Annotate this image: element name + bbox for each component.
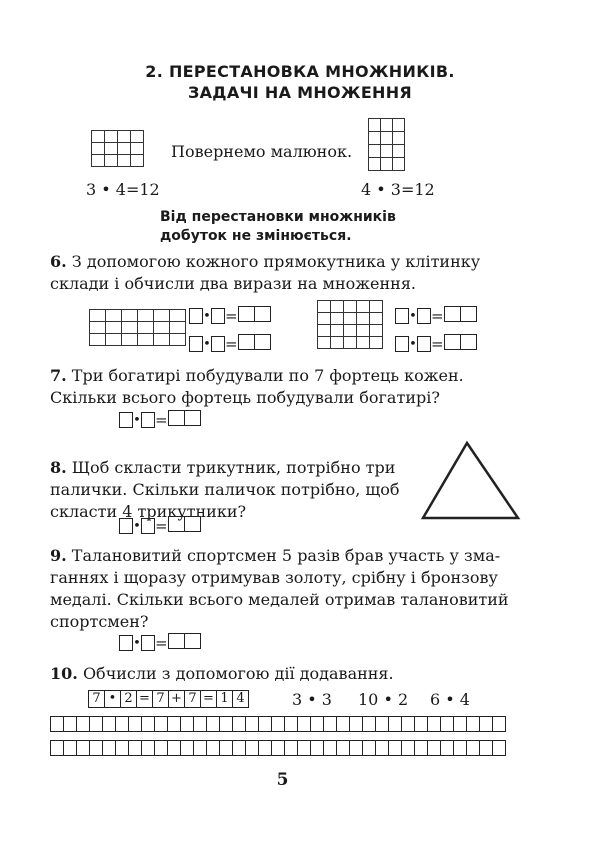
answer-cell[interactable] [388, 716, 402, 732]
answer-cell[interactable] [388, 740, 402, 756]
double-answer-box[interactable] [168, 516, 201, 536]
triangle-figure [418, 438, 522, 522]
grid-3x4 [91, 130, 144, 167]
page-title-line1: 2. ПЕРЕСТАНОВКА МНОЖНИКІВ. [145, 62, 455, 81]
example-cell: 2 [121, 691, 137, 707]
task6-answer-a [189, 306, 271, 354]
task9-number: 9. [50, 546, 67, 565]
answer-cell[interactable] [440, 716, 454, 732]
answer-cell[interactable] [102, 716, 116, 732]
answer-cell[interactable] [245, 740, 259, 756]
task10-line: Обчисли з допомогою дії додавання. [82, 664, 394, 683]
task7-line1: Три богатирі побудували по 7 фортець кожен. [71, 366, 464, 385]
double-answer-box[interactable] [444, 334, 477, 354]
example-cell: 4 [236, 691, 245, 706]
answer-cell[interactable] [76, 740, 90, 756]
multiply-sign: • [133, 518, 141, 534]
answer-cell[interactable] [180, 716, 194, 732]
answer-cell[interactable] [245, 716, 259, 732]
example-cell: = [137, 691, 153, 707]
task8-text [50, 456, 395, 479]
answer-cell[interactable] [154, 716, 168, 732]
answer-cell[interactable] [219, 716, 233, 732]
answer-cell[interactable] [167, 740, 181, 756]
equals-sign: = [431, 307, 444, 325]
answer-box[interactable] [119, 518, 133, 534]
answer-cell[interactable] [102, 740, 116, 756]
task9-line2: ганнях і щоразу отримував золоту, срібну і бронзову [50, 568, 498, 587]
task6-line2: склади і обчисли два вирази на множення. [50, 274, 416, 293]
answer-cell[interactable] [323, 740, 337, 756]
task8-answer [119, 516, 201, 536]
task10-example [88, 690, 249, 708]
task9-line3: медалі. Скільки всього медалей отримав талановитий [50, 590, 509, 609]
equals-sign: = [155, 517, 168, 535]
grid-3x6 [89, 309, 186, 346]
answer-box[interactable] [119, 412, 133, 428]
task8-line2: палички. Скільки паличок потрібно, щоб [50, 480, 400, 499]
equals-sign: = [155, 411, 168, 429]
task7-text [50, 364, 464, 387]
answer-cell[interactable] [76, 716, 90, 732]
answer-cell[interactable] [427, 740, 441, 756]
answer-cell[interactable] [336, 716, 350, 732]
answer-box[interactable] [119, 635, 133, 651]
answer-cell[interactable] [466, 740, 480, 756]
answer-cell[interactable] [193, 716, 207, 732]
answer-box[interactable] [417, 336, 431, 352]
multiply-sign: • [203, 308, 211, 324]
equation-row [395, 334, 477, 354]
answer-cell[interactable] [401, 740, 415, 756]
answer-cell[interactable] [219, 740, 233, 756]
answer-cell[interactable] [206, 740, 220, 756]
answer-cell[interactable] [141, 716, 155, 732]
task10-expr2: 10 • 2 [358, 690, 409, 709]
answer-cell[interactable] [271, 740, 285, 756]
grid-4x3 [368, 118, 405, 171]
answer-box[interactable] [395, 336, 409, 352]
answer-box[interactable] [395, 308, 409, 324]
equation-row [189, 334, 271, 354]
answer-cell[interactable] [258, 740, 272, 756]
equals-sign: = [225, 307, 238, 325]
task9-text [50, 544, 500, 567]
answer-cell[interactable] [492, 740, 506, 756]
answer-cell[interactable] [297, 716, 311, 732]
answer-cell[interactable] [479, 716, 493, 732]
answer-cell[interactable] [50, 716, 64, 732]
answer-cell[interactable] [492, 716, 506, 732]
task10-expr3: 6 • 4 [430, 690, 470, 709]
answer-cell[interactable] [141, 740, 155, 756]
answer-cell[interactable] [115, 740, 129, 756]
grid-4x5 [317, 300, 383, 349]
left-expression: 3 • 4=12 [86, 180, 160, 199]
answer-box[interactable] [417, 308, 431, 324]
answer-cell[interactable] [284, 740, 298, 756]
answer-cell[interactable] [414, 716, 428, 732]
multiply-sign: • [409, 336, 417, 352]
answer-cell[interactable] [297, 740, 311, 756]
answer-cell[interactable] [310, 716, 324, 732]
equation-row [395, 306, 477, 326]
answer-box[interactable] [211, 336, 225, 352]
answer-cell[interactable] [128, 716, 142, 732]
task6-text [50, 250, 550, 273]
answer-cell[interactable] [375, 716, 389, 732]
double-answer-box[interactable] [238, 334, 271, 354]
rule-line1: Від перестановки множників [160, 209, 396, 225]
answer-cell[interactable] [414, 740, 428, 756]
answer-cell[interactable] [362, 716, 376, 732]
task9-answer [119, 633, 201, 653]
task10-expr1: 3 • 3 [292, 690, 332, 709]
multiply-sign: • [133, 412, 141, 428]
equation-row [119, 516, 201, 536]
answer-box[interactable] [141, 412, 155, 428]
answer-cell[interactable] [440, 740, 454, 756]
task6-line1: З допомогою кожного прямокутника у клітинку [71, 252, 481, 271]
task7-line2: Скільки всього фортець побудували богатирі? [50, 388, 440, 407]
answer-strip-2[interactable] [50, 740, 505, 756]
double-answer-box[interactable] [238, 306, 271, 326]
answer-cell[interactable] [284, 716, 298, 732]
answer-box[interactable] [189, 336, 203, 352]
rule-line2: добуток не змінюється. [160, 228, 352, 244]
example-cell: 7 [185, 691, 201, 707]
double-answer-box[interactable] [168, 633, 201, 653]
equals-sign: = [155, 634, 168, 652]
multiply-sign: • [409, 308, 417, 324]
answer-cell[interactable] [154, 740, 168, 756]
answer-cell[interactable] [453, 740, 467, 756]
answer-cell[interactable] [271, 716, 285, 732]
equation-row [119, 410, 201, 430]
answer-cell[interactable] [349, 716, 363, 732]
answer-cell[interactable] [89, 716, 103, 732]
example-cell: + [169, 691, 185, 707]
example-cell: 7 [153, 691, 169, 707]
answer-strip-1[interactable] [50, 716, 505, 732]
example-cell: = [201, 691, 217, 707]
example-cell: • [105, 691, 121, 707]
answer-cell[interactable] [193, 740, 207, 756]
task10-number: 10. [50, 664, 78, 683]
equation-row [119, 633, 201, 653]
task10-text [50, 662, 394, 685]
answer-cell[interactable] [63, 740, 77, 756]
answer-cell[interactable] [167, 716, 181, 732]
equation-row [189, 306, 271, 326]
answer-cell[interactable] [362, 740, 376, 756]
answer-cell[interactable] [401, 716, 415, 732]
answer-cell[interactable] [453, 716, 467, 732]
answer-cell[interactable] [479, 740, 493, 756]
intro-caption: Повернемо малюнок. [171, 142, 353, 161]
answer-cell[interactable] [232, 740, 246, 756]
answer-cell[interactable] [232, 716, 246, 732]
task6-number: 6. [50, 252, 67, 271]
task8-line3: скласти 4 трикутники? [50, 502, 247, 521]
task8-line1: Щоб скласти трикутник, потрібно три [71, 458, 396, 477]
answer-cell[interactable] [349, 740, 363, 756]
multiply-sign: • [133, 635, 141, 651]
answer-box[interactable] [211, 308, 225, 324]
page-number: 5 [276, 770, 289, 790]
task7-answer [119, 410, 201, 430]
answer-cell[interactable] [310, 740, 324, 756]
answer-box[interactable] [141, 518, 155, 534]
answer-cell[interactable] [466, 716, 480, 732]
answer-box[interactable] [189, 308, 203, 324]
task9-line4: спортсмен? [50, 612, 149, 631]
example-cell: 1 [217, 691, 233, 707]
answer-cell[interactable] [375, 740, 389, 756]
double-answer-box[interactable] [168, 410, 201, 430]
multiply-sign: • [203, 336, 211, 352]
task7-number: 7. [50, 366, 67, 385]
task9-line1: Талановитий спортсмен 5 разів брав участь у зма- [71, 546, 501, 565]
answer-cell[interactable] [115, 716, 129, 732]
task8-number: 8. [50, 458, 67, 477]
right-expression: 4 • 3=12 [361, 180, 435, 199]
page-title-line2: ЗАДАЧІ НА МНОЖЕННЯ [187, 83, 413, 102]
answer-cell[interactable] [323, 716, 337, 732]
answer-cell[interactable] [89, 740, 103, 756]
answer-cell[interactable] [50, 740, 64, 756]
answer-cell[interactable] [128, 740, 142, 756]
task6-answer-b [395, 306, 477, 354]
answer-cell[interactable] [336, 740, 350, 756]
answer-cell[interactable] [258, 716, 272, 732]
example-cell: 7 [89, 691, 105, 707]
double-answer-box[interactable] [444, 306, 477, 326]
equals-sign: = [225, 335, 238, 353]
answer-cell[interactable] [206, 716, 220, 732]
equals-sign: = [431, 335, 444, 353]
answer-cell[interactable] [427, 716, 441, 732]
answer-cell[interactable] [180, 740, 194, 756]
answer-box[interactable] [141, 635, 155, 651]
answer-cell[interactable] [63, 716, 77, 732]
